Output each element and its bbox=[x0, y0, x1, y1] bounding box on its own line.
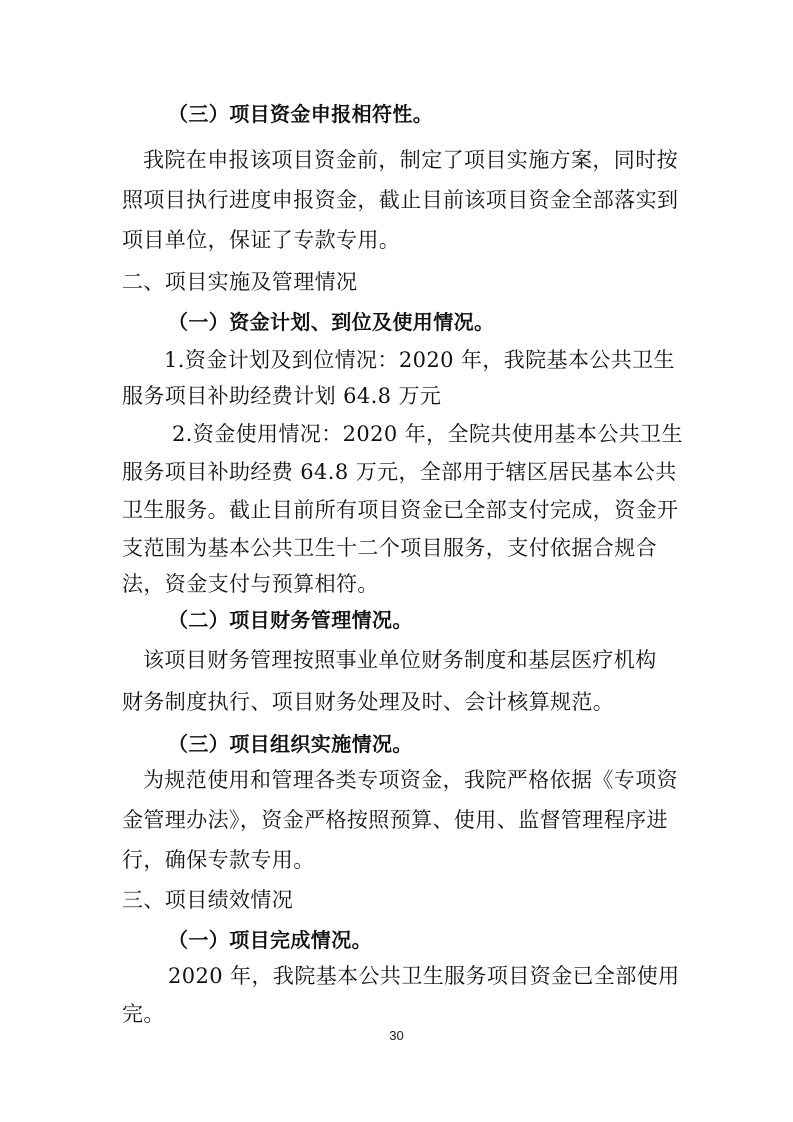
paragraph-line: 该项目财务管理按照事业单位财务制度和基层医疗机构 bbox=[143, 648, 657, 672]
section-heading-performance: 三、项目绩效情况 bbox=[122, 888, 294, 912]
paragraph-line: 完。 bbox=[122, 1002, 165, 1026]
section-heading-fund-plan: （一）资金计划、到位及使用情况。 bbox=[168, 310, 495, 334]
section-heading-fund-application: （三）项目资金申报相符性。 bbox=[168, 102, 434, 126]
paragraph-line: 服务项目补助经费计划 64.8 万元 bbox=[122, 384, 442, 408]
paragraph-line: 卫生服务。截止目前所有项目资金已全部支付完成，资金开 bbox=[122, 498, 679, 522]
paragraph-line: 行，确保专款专用。 bbox=[122, 848, 315, 872]
paragraph-line: 服务项目补助经费 64.8 万元，全部用于辖区居民基本公共 bbox=[122, 460, 677, 484]
section-heading-implementation: 二、项目实施及管理情况 bbox=[122, 270, 358, 294]
paragraph-line: 财务制度执行、项目财务处理及时、会计核算规范。 bbox=[122, 690, 615, 714]
section-heading-completion: （一）项目完成情况。 bbox=[168, 928, 372, 952]
paragraph-line: 法，资金支付与预算相符。 bbox=[122, 572, 379, 596]
section-heading-financial-management: （二）项目财务管理情况。 bbox=[168, 608, 413, 632]
paragraph-line: 为规范使用和管理各类专项资金，我院严格依据《专项资 bbox=[143, 768, 678, 792]
paragraph-line: 金管理办法》，资金严格按照预算、使用、监督管理程序进 bbox=[122, 808, 668, 832]
paragraph-line: 项目单位，保证了专款专用。 bbox=[122, 228, 401, 252]
section-heading-organization: （三）项目组织实施情况。 bbox=[168, 732, 413, 756]
paragraph-line: 2020 年，我院基本公共卫生服务项目资金已全部使用 bbox=[168, 964, 680, 988]
paragraph-line: 1.资金计划及到位情况：2020 年，我院基本公共卫生 bbox=[164, 348, 675, 372]
paragraph-line: 2.资金使用情况：2020 年，全院共使用基本公共卫生 bbox=[172, 422, 683, 446]
paragraph-line: 我院在申报该项目资金前，制定了项目实施方案，同时按 bbox=[143, 148, 678, 172]
paragraph-line: 支范围为基本公共卫生十二个项目服务，支付依据合规合 bbox=[122, 536, 657, 560]
page-number: 30 bbox=[389, 1028, 404, 1043]
paragraph-line: 照项目执行进度申报资金，截止目前该项目资金全部落实到 bbox=[122, 188, 679, 212]
